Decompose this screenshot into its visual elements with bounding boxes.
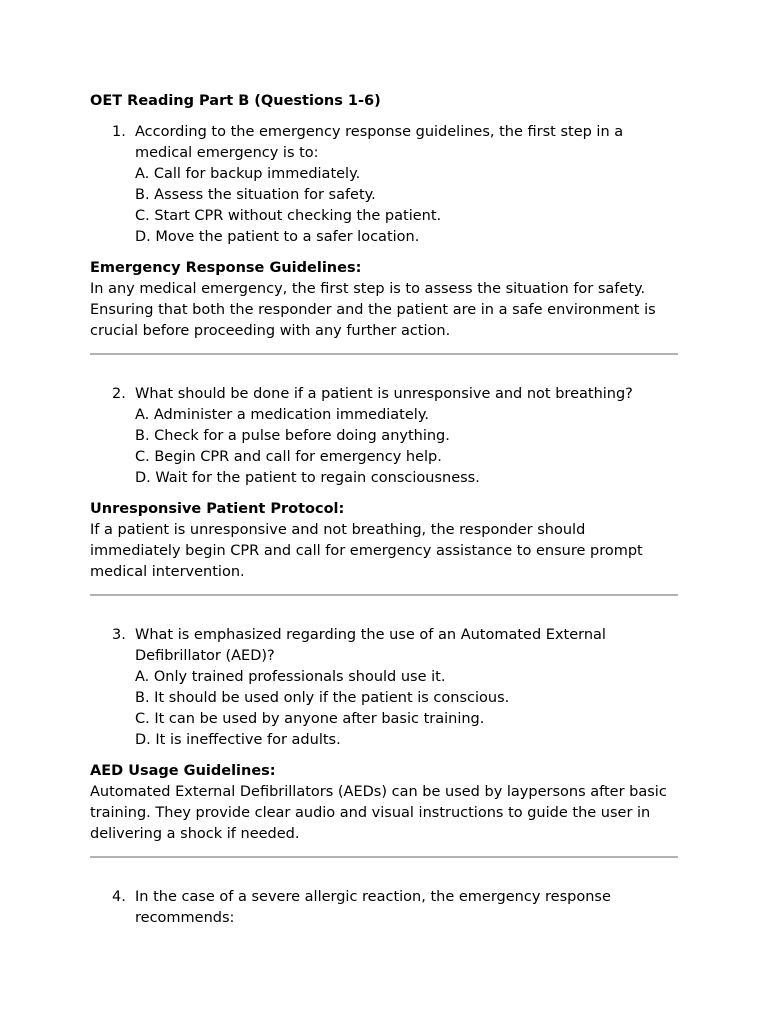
question-body	[135, 887, 678, 929]
guideline-heading: Unresponsive Patient Protocol:	[90, 501, 345, 517]
option-a: A. Administer a medication immediately.	[135, 407, 429, 423]
option-c: C. Start CPR without checking the patient.	[135, 208, 442, 224]
question-2	[90, 384, 678, 489]
question-text: What should be done if a patient is unresponsive and not breathing?	[135, 386, 633, 402]
section-divider	[90, 353, 678, 355]
question-4	[90, 887, 678, 929]
option-b: B. It should be used only if the patient is conscious.	[135, 690, 510, 706]
option-c: C. Begin CPR and call for emergency help.	[135, 449, 442, 465]
option-d: D. It is ineffective for adults.	[135, 732, 341, 748]
question-text: According to the emergency response guidelines, the first step in a medical emergency is to:	[135, 124, 624, 161]
guideline-1	[90, 258, 678, 342]
option-b: B. Assess the situation for safety.	[135, 187, 376, 203]
question-3	[90, 625, 678, 751]
section-divider	[90, 594, 678, 596]
question-number: 3.	[112, 627, 126, 643]
question-body	[135, 625, 678, 751]
question-body	[135, 122, 678, 248]
question-text: What is emphasized regarding the use of an Automated External Defibrillator (AED)?	[135, 627, 606, 664]
question-text: In the case of a severe allergic reaction, the emergency response recommends:	[135, 889, 611, 926]
section-divider	[90, 856, 678, 858]
guideline-heading: AED Usage Guidelines:	[90, 763, 276, 779]
question-number: 2.	[112, 386, 126, 402]
option-d: D. Wait for the patient to regain consciousness.	[135, 470, 480, 486]
question-number: 1.	[112, 124, 126, 140]
guideline-3	[90, 761, 678, 845]
document-page	[90, 91, 678, 929]
guideline-2	[90, 499, 678, 583]
question-number: 4.	[112, 889, 126, 905]
option-a: A. Only trained professionals should use it.	[135, 669, 446, 685]
page-title: OET Reading Part B (Questions 1-6)	[90, 93, 381, 109]
question-1	[90, 122, 678, 248]
guideline-text: Automated External Defibrillators (AEDs) can be used by laypersons after basic training. They provide clear audio and visual instructions to guide the user in delivering a shock if needed.	[90, 784, 667, 842]
option-a: A. Call for backup immediately.	[135, 166, 361, 182]
guideline-heading: Emergency Response Guidelines:	[90, 260, 362, 276]
option-c: C. It can be used by anyone after basic training.	[135, 711, 485, 727]
guideline-text: In any medical emergency, the first step is to assess the situation for safety. Ensuring that both the responder and the patient are in a safe environment is crucial before proceeding with any further action.	[90, 281, 656, 339]
guideline-text: If a patient is unresponsive and not breathing, the responder should immediately begin CPR and call for emergency assistance to ensure prompt medical intervention.	[90, 522, 643, 580]
option-b: B. Check for a pulse before doing anything.	[135, 428, 450, 444]
question-body	[135, 384, 678, 489]
option-d: D. Move the patient to a safer location.	[135, 229, 420, 245]
